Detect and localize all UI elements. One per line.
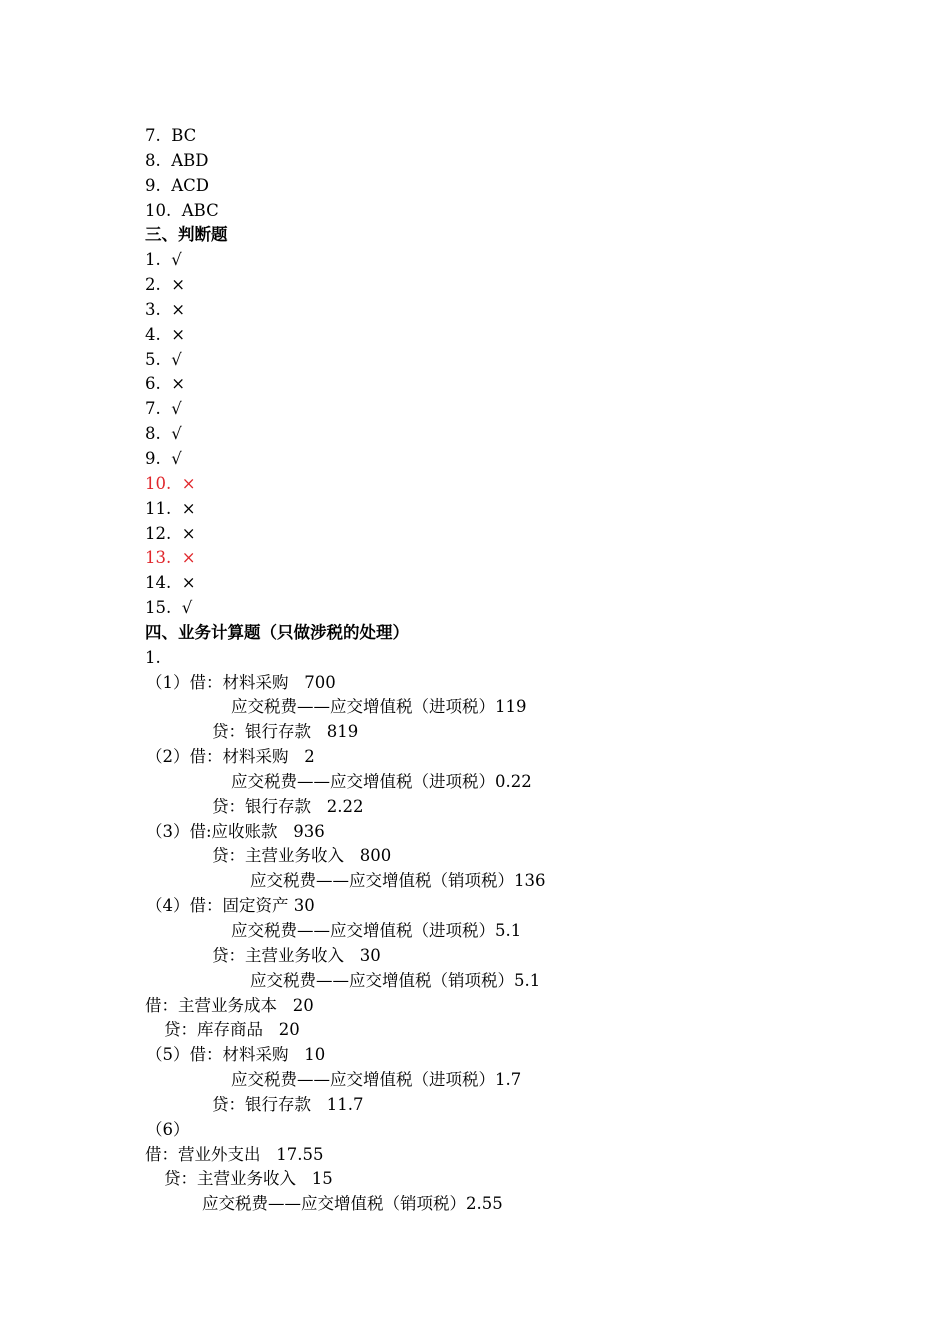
- text-line: 应交税费——应交增值税（进项税）1.7: [231, 1070, 522, 1090]
- text-line: 8. √: [145, 424, 182, 444]
- text-line: 应交税费——应交增值税（进项税）0.22: [231, 771, 532, 791]
- text-line: 贷：库存商品 20: [164, 1020, 300, 1040]
- text-line: 6. ×: [145, 374, 186, 394]
- text-line: 9. ACD: [145, 175, 210, 195]
- text-line: 借：主营业务成本 20: [145, 995, 314, 1015]
- text-line: （1）借：材料采购 700: [146, 672, 336, 692]
- text-line: 贷：银行存款 11.7: [212, 1094, 364, 1114]
- text-line: 7. BC: [145, 126, 197, 145]
- section-heading: 三、判断题: [145, 225, 228, 245]
- text-line: 13. ×: [145, 548, 196, 568]
- text-line: （5）借：材料采购 10: [146, 1045, 326, 1065]
- text-line: 应交税费——应交增值税（销项税）5.1: [250, 970, 541, 990]
- section-heading: 四、业务计算题（只做涉税的处理）: [145, 622, 409, 642]
- text-line: 11. ×: [145, 498, 196, 518]
- text-line: 1.: [145, 647, 161, 667]
- text-line: 贷：主营业务收入 30: [212, 945, 381, 965]
- text-line: 应交税费——应交增值税（进项税）5.1: [231, 921, 522, 940]
- text-line: （4）借：固定资产 30: [146, 896, 315, 916]
- text-line: 借：营业外支出 17.55: [145, 1144, 324, 1164]
- text-line: 贷：主营业务收入 800: [212, 846, 392, 866]
- text-line: 10. ABC: [145, 200, 219, 220]
- text-line: 10. ×: [145, 473, 196, 493]
- text-line: （2）借：材料采购 2: [146, 747, 315, 767]
- text-line: 贷：主营业务收入 15: [164, 1169, 333, 1189]
- text-line: 15. √: [145, 598, 193, 618]
- text-line: 2. ×: [145, 275, 186, 295]
- text-line: 8. ABD: [145, 150, 209, 170]
- text-line: 贷：银行存款 819: [212, 722, 359, 742]
- text-line: 5. √: [145, 349, 182, 369]
- text-line: （3）借:应收账款 936: [146, 821, 325, 841]
- text-line: 1. √: [145, 250, 182, 270]
- text-line: 贷：银行存款 2.22: [212, 796, 364, 816]
- text-line: 应交税费——应交增值税（进项税）119: [231, 697, 527, 717]
- text-line: 3. ×: [145, 299, 186, 319]
- text-line: 应交税费——应交增值税（销项税）136: [250, 871, 546, 891]
- text-line: 14. ×: [145, 573, 196, 593]
- text-line: （6）: [146, 1119, 190, 1139]
- text-line: 12. ×: [145, 523, 196, 543]
- text-line: 9. √: [145, 448, 182, 468]
- text-line: 4. ×: [145, 324, 186, 344]
- text-line: 应交税费——应交增值税（销项税）2.55: [202, 1194, 503, 1214]
- text-line: 7. √: [145, 399, 182, 419]
- document-body: [0, 124, 950, 1217]
